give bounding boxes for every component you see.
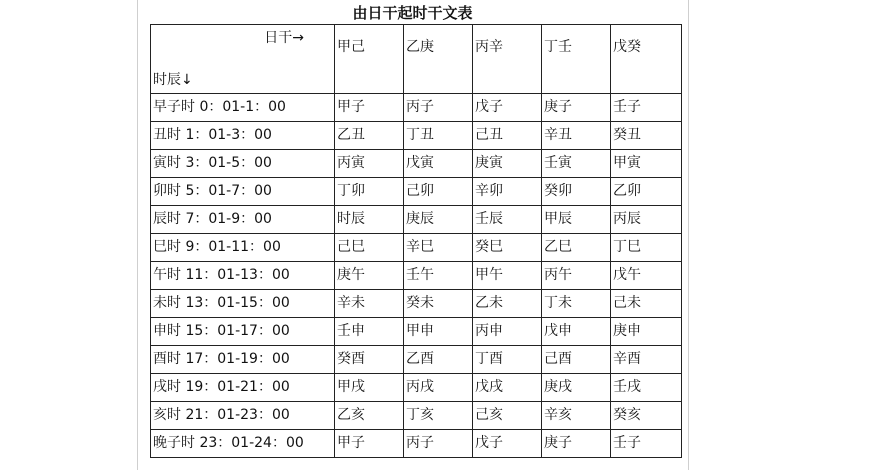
hour-branch-label: 时辰↓	[153, 72, 193, 88]
ganzhi-cell: 甲午	[473, 262, 542, 290]
ganzhi-cell: 壬辰	[473, 206, 542, 234]
ganzhi-cell: 壬午	[404, 262, 473, 290]
table-row	[151, 150, 682, 178]
table-row	[151, 402, 682, 430]
column-header: 丁壬	[542, 25, 611, 94]
ganzhi-cell: 甲子	[335, 94, 404, 122]
table-row	[151, 374, 682, 402]
ganzhi-cell: 己酉	[542, 346, 611, 374]
ganzhi-table	[150, 24, 682, 458]
ganzhi-cell: 丁未	[542, 290, 611, 318]
hour-label-cell: 晚子时 23：01-24：00	[151, 430, 335, 458]
column-header: 戊癸	[611, 25, 682, 94]
ganzhi-cell: 丙子	[404, 430, 473, 458]
ganzhi-cell: 戊申	[542, 318, 611, 346]
ganzhi-cell: 庚寅	[473, 150, 542, 178]
hour-label-cell: 酉时 17：01-19：00	[151, 346, 335, 374]
column-header: 乙庚	[404, 25, 473, 94]
ganzhi-cell: 癸未	[404, 290, 473, 318]
table-row	[151, 430, 682, 458]
table-header-row	[151, 25, 682, 94]
ganzhi-cell: 时辰	[335, 206, 404, 234]
table-row	[151, 206, 682, 234]
table-row	[151, 122, 682, 150]
ganzhi-cell: 辛酉	[611, 346, 682, 374]
ganzhi-cell: 癸酉	[335, 346, 404, 374]
ganzhi-cell: 己巳	[335, 234, 404, 262]
ganzhi-cell: 癸亥	[611, 402, 682, 430]
ganzhi-cell: 丙戌	[404, 374, 473, 402]
ganzhi-cell: 戊午	[611, 262, 682, 290]
ganzhi-cell: 丙子	[404, 94, 473, 122]
table-row	[151, 262, 682, 290]
ganzhi-cell: 庚子	[542, 94, 611, 122]
ganzhi-cell: 辛丑	[542, 122, 611, 150]
hour-label-cell: 巳时 9：01-11：00	[151, 234, 335, 262]
ganzhi-cell: 己卯	[404, 178, 473, 206]
page-border-right	[688, 0, 689, 470]
table-row	[151, 290, 682, 318]
ganzhi-cell: 壬子	[611, 430, 682, 458]
table-row	[151, 346, 682, 374]
ganzhi-cell: 庚辰	[404, 206, 473, 234]
ganzhi-cell: 辛卯	[473, 178, 542, 206]
ganzhi-cell: 辛巳	[404, 234, 473, 262]
ganzhi-cell: 戊戌	[473, 374, 542, 402]
ganzhi-cell: 丁酉	[473, 346, 542, 374]
ganzhi-cell: 己未	[611, 290, 682, 318]
ganzhi-cell: 庚午	[335, 262, 404, 290]
ganzhi-cell: 丙寅	[335, 150, 404, 178]
ganzhi-cell: 甲申	[404, 318, 473, 346]
hour-label-cell: 午时 11：01-13：00	[151, 262, 335, 290]
ganzhi-cell: 癸巳	[473, 234, 542, 262]
hour-label-cell: 戌时 19：01-21：00	[151, 374, 335, 402]
ganzhi-cell: 戊寅	[404, 150, 473, 178]
ganzhi-cell: 丁丑	[404, 122, 473, 150]
ganzhi-cell: 丙午	[542, 262, 611, 290]
ganzhi-cell: 甲辰	[542, 206, 611, 234]
ganzhi-cell: 乙酉	[404, 346, 473, 374]
ganzhi-cell: 辛亥	[542, 402, 611, 430]
hour-label-cell: 申时 15：01-17：00	[151, 318, 335, 346]
column-header: 丙辛	[473, 25, 542, 94]
day-stem-label: 日干→	[264, 30, 304, 46]
hour-label-cell: 亥时 21：01-23：00	[151, 402, 335, 430]
ganzhi-cell: 乙卯	[611, 178, 682, 206]
ganzhi-cell: 癸卯	[542, 178, 611, 206]
ganzhi-cell: 庚戌	[542, 374, 611, 402]
ganzhi-cell: 戊子	[473, 430, 542, 458]
ganzhi-cell: 庚申	[611, 318, 682, 346]
table-row	[151, 178, 682, 206]
hour-label-cell: 寅时 3：01-5：00	[151, 150, 335, 178]
ganzhi-cell: 丙辰	[611, 206, 682, 234]
table-title: 由日干起时干文表	[352, 4, 473, 22]
ganzhi-cell: 甲戌	[335, 374, 404, 402]
hour-label-cell: 丑时 1：01-3：00	[151, 122, 335, 150]
column-header: 甲己	[335, 25, 404, 94]
table-body	[151, 25, 682, 458]
ganzhi-cell: 乙亥	[335, 402, 404, 430]
ganzhi-cell: 庚子	[542, 430, 611, 458]
hour-label-cell: 辰时 7：01-9：00	[151, 206, 335, 234]
ganzhi-cell: 己亥	[473, 402, 542, 430]
table-row	[151, 234, 682, 262]
ganzhi-cell: 己丑	[473, 122, 542, 150]
ganzhi-cell: 壬申	[335, 318, 404, 346]
ganzhi-cell: 辛未	[335, 290, 404, 318]
hour-label-cell: 未时 13：01-15：00	[151, 290, 335, 318]
ganzhi-cell: 癸丑	[611, 122, 682, 150]
hour-label-cell: 卯时 5：01-7：00	[151, 178, 335, 206]
ganzhi-cell: 戊子	[473, 94, 542, 122]
ganzhi-cell: 壬戌	[611, 374, 682, 402]
ganzhi-cell: 壬寅	[542, 150, 611, 178]
table-row	[151, 318, 682, 346]
ganzhi-cell: 丙申	[473, 318, 542, 346]
ganzhi-cell: 乙丑	[335, 122, 404, 150]
ganzhi-cell: 丁亥	[404, 402, 473, 430]
ganzhi-cell: 壬子	[611, 94, 682, 122]
ganzhi-cell: 乙未	[473, 290, 542, 318]
ganzhi-cell: 丁巳	[611, 234, 682, 262]
ganzhi-cell: 乙巳	[542, 234, 611, 262]
page-border-left	[137, 0, 138, 470]
hour-label-cell: 早子时 0：01-1：00	[151, 94, 335, 122]
corner-cell	[151, 25, 335, 94]
ganzhi-cell: 丁卯	[335, 178, 404, 206]
table-row	[151, 94, 682, 122]
ganzhi-cell: 甲寅	[611, 150, 682, 178]
ganzhi-cell: 甲子	[335, 430, 404, 458]
